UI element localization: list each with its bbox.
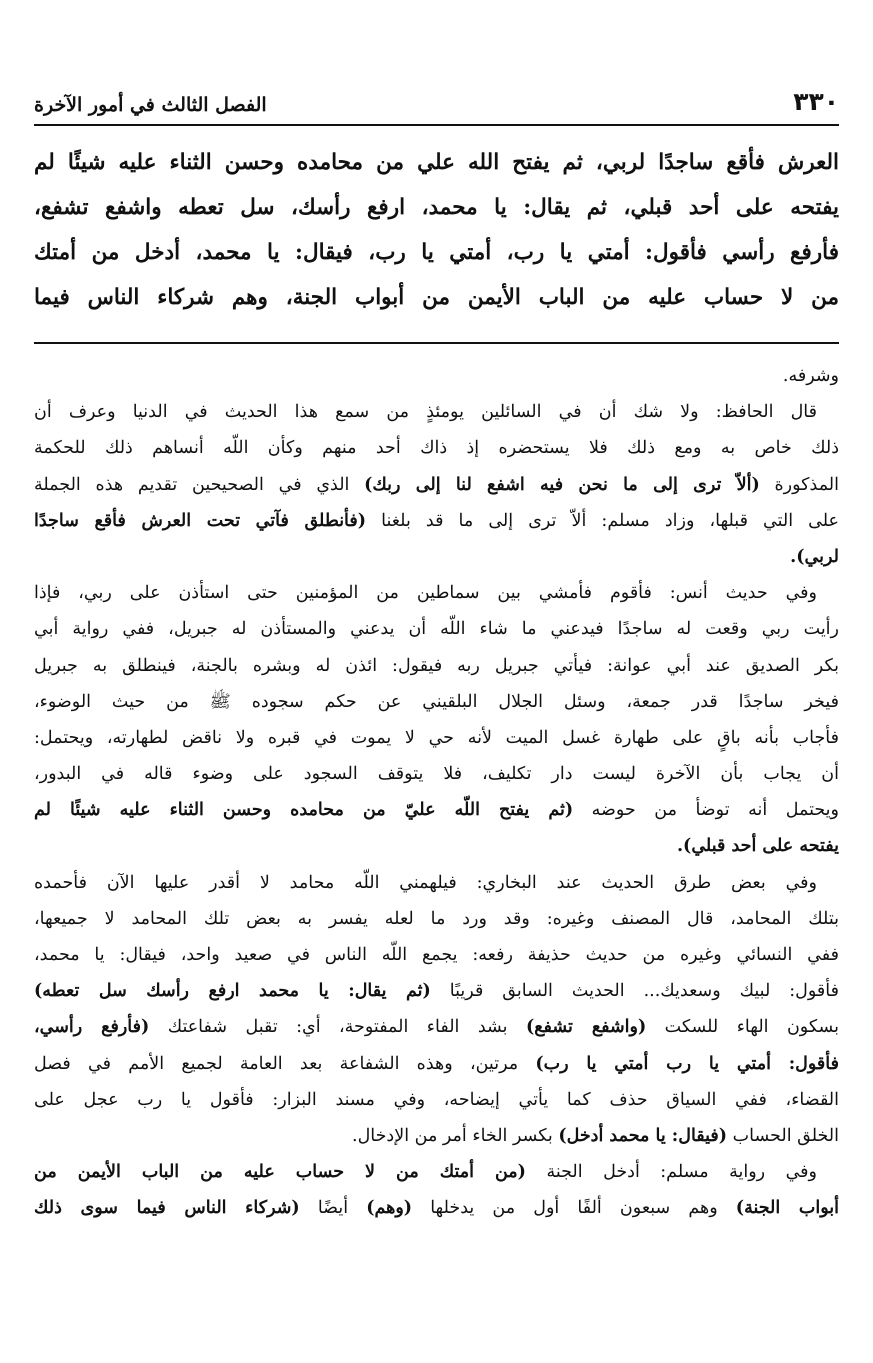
commentary <box>34 358 839 1227</box>
note-quote: (فأنطلق فآتي تحت العرش فأقع ساجدًا <box>34 510 367 531</box>
main-line: من لا حساب عليه من الباب الأيمن من أبواب الجنة، وهم شركاء الناس فيما <box>34 285 839 310</box>
note-quote: (واشفع تشفع) <box>525 1017 647 1038</box>
note-quote: (ألاّ ترى إلى ما نحن فيه اشفع لنا إلى ربك) <box>364 474 760 495</box>
note-line <box>34 467 839 503</box>
note-quote: (شركاء الناس فيما سوى ذلك <box>34 1198 300 1219</box>
note-line <box>34 828 839 864</box>
note-quote: فأقول: أمتي يا رب أمتي يا رب) <box>535 1053 839 1074</box>
note-line <box>34 1154 839 1190</box>
note-line: قال الحافظ: ولا شك أن في السائلين يومئذٍ من سمع هذا الحديث في الدنيا وعرف أن <box>34 402 817 423</box>
note-line <box>34 1009 839 1045</box>
page-number: ٣٣٠ <box>793 87 839 116</box>
note-segment: المذكورة <box>759 474 839 495</box>
note-line: بكر الصديق عند أبي عوانة: فيأتي جبريل ربه فيقول: ائذن له وبشره بالجنة، فينطلق به جبريل <box>34 655 839 676</box>
note-segment: ويحتمل أنه توضأ من حوضه <box>573 800 839 821</box>
note-segment: على التي قبلها، وزاد مسلم: ألاّ ترى إلى ما قد بلغنا <box>366 510 839 531</box>
note-quote: (من أمتك من لا حساب عليه من الباب الأيمن من <box>34 1162 526 1183</box>
main-line: فأرفع رأسي فأقول: أمتي يا رب، أمتي يا رب، فيقال: يا محمد، أدخل من أمتك <box>34 240 839 265</box>
note-line <box>34 539 839 575</box>
note-line: ففي النسائي وغيره من حديث حذيفة رفعه: يجمع اللّه الناس في صعيد واحد، فيقال: يا محمد، <box>34 945 839 965</box>
note-segment: مرتين، وهذه الشفاعة بعد العامة لجميع الأمم في فصل <box>34 1053 536 1074</box>
chapter-title: الفصل الثالث في أمور الآخرة <box>34 94 267 116</box>
note-segment: الخلق الحساب <box>727 1125 839 1146</box>
note-segment: فأقول: لبيك وسعديك... الحديث السابق قريبًا <box>430 981 839 1002</box>
note-quote: (فيقال: يا محمد أدخل) <box>558 1125 728 1146</box>
note-line: ذلك خاص به ومع ذلك فلا يستحضره إذ ذاك أحد منهم وكأن اللّه أنساهم ذلك للحكمة <box>34 438 839 459</box>
note-line <box>34 973 839 1009</box>
note-line: القضاء، ففي السياق حذف كما يأتي إيضاحه، وفي مسند البزار: فأقول يا رب عجل على <box>34 1089 839 1110</box>
note-quote: يفتحه على أحد قبلي). <box>676 836 839 857</box>
note-quote: لربي). <box>790 546 839 567</box>
note-line: وشرفه. <box>782 366 839 386</box>
note-segment: بسكون الهاء للسكت <box>646 1017 839 1038</box>
note-segment: بشد الفاء المفتوحة، أي: تقبل شفاعتك <box>149 1017 526 1038</box>
note-segment: وهم سبعون ألفًا أول من يدخلها <box>412 1198 736 1219</box>
note-line: وفي حديث أنس: فأقوم فأمشي بين سماطين من المؤمنين حتى استأذن على ربي، فإذا <box>34 583 817 604</box>
note-quote: (ثم يقال: يا محمد ارفع رأسك سل تعطه) <box>34 981 431 1002</box>
hadith-text <box>34 140 839 320</box>
note-segment: بكسر الخاء أمر من الإدخال. <box>352 1125 559 1146</box>
note-line: أن يجاب بأن الآخرة ليست دار تكليف، فلا يتوقف السجود على وضوء قاله في البدور، <box>34 764 839 785</box>
main-line: العرش فأقع ساجدًا لربي، ثم يفتح الله علي من محامده وحسن الثناء عليه شيئًا لم <box>34 150 839 175</box>
note-line: فأجاب بأنه باقٍ على طهارة غسل الميت لأنه حي لا يموت في قبره ولا ناقض لطهارته، ويحتمل: <box>34 727 839 748</box>
footnote-separator <box>34 342 839 344</box>
note-line <box>34 1190 839 1226</box>
note-quote: أبواب الجنة) <box>735 1198 839 1219</box>
note-line <box>34 1046 839 1082</box>
header-rule <box>34 124 839 126</box>
note-quote: (ثم يفتح اللّه عليّ من محامده وحسن الثناء عليه شيئًا لم <box>34 800 574 821</box>
note-segment: الذي في الصحيحين تقديم هذه الجملة <box>34 474 365 495</box>
note-line: رأيت ربي وقعت له ساجدًا فيدعني ما شاء اللّه أن يدعني والمستأذن له جبريل، ففي رواية أبي <box>34 619 839 640</box>
page-header <box>34 82 839 116</box>
note-segment: أيضًا <box>299 1198 367 1219</box>
note-quote: (فأرفع رأسي، <box>34 1017 150 1038</box>
note-line <box>34 503 839 539</box>
note-segment: وفي رواية مسلم: أدخل الجنة <box>525 1162 817 1183</box>
note-line: فيخر ساجدًا قدر جمعة، وسئل الجلال البلقيني عن حكم سجوده ﷺ من حيث الوضوء، <box>34 691 839 712</box>
note-line: وفي بعض طرق الحديث عند البخاري: فيلهمني اللّه محامد لا أقدر عليها الآن فأحمده <box>34 872 817 893</box>
note-line <box>34 1118 839 1154</box>
note-quote: (وهم) <box>366 1198 413 1219</box>
note-line: بتلك المحامد، قال المصنف وغيره: وقد ورد ما لعله يفسر به بعض تلك المحامد لا جميعها، <box>34 908 839 929</box>
main-line: يفتحه على أحد قبلي، ثم يقال: يا محمد، ارفع رأسك، سل تعطه واشفع تشفع، <box>34 195 839 220</box>
note-line <box>34 792 839 828</box>
